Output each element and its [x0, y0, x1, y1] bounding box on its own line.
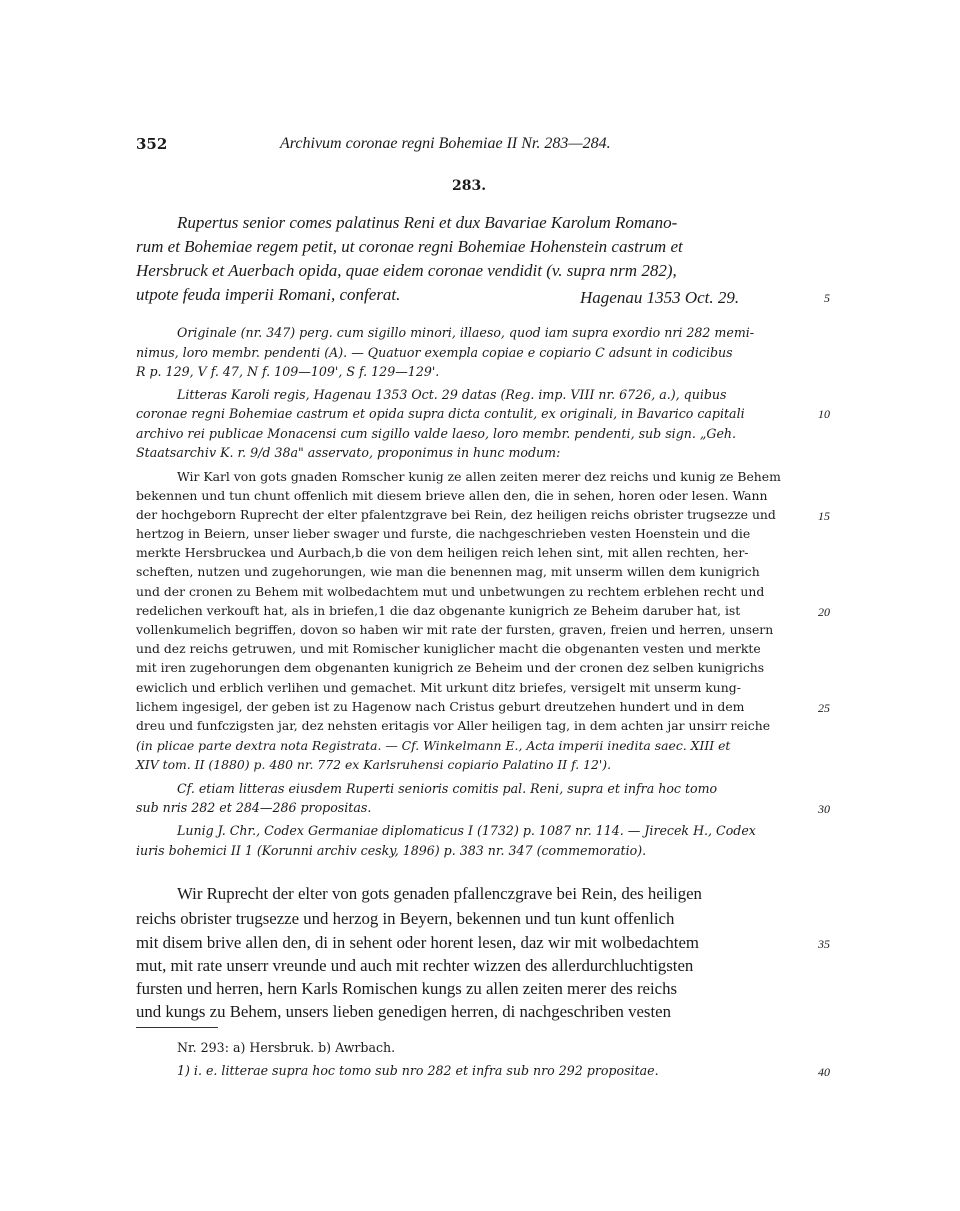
summary-line: rum et Bohemiae regem petit, ut coronae regni Bohemiae Hohenstein castrum et: [136, 237, 683, 256]
note-line: archivo rei publicae Monacensi cum sigillo valde laeso, loro membr. pendenti, sub sign. „Geh.: [136, 426, 737, 441]
reference-line: iuris bohemici II 1 (Korunni archiv cesky, 1896) p. 383 nr. 347 (commemoratio).: [136, 843, 647, 858]
document-number: 283.: [452, 178, 487, 194]
main-line: und kungs zu Behem, unsers lieben genedigen herren, di nachgeschriben vesten: [136, 1002, 671, 1021]
charter-line: merkte Hersbruckea und Aurbach,b die von dem heiligen reich lehen sint, mit allen rechten, her-: [136, 545, 749, 560]
note-line: Staatsarchiv K. r. 9/d 38a" asservato, proponimus in hunc modum:: [136, 445, 561, 460]
summary-line: Hersbruck et Auerbach opida, quae eidem coronae vendidit (v. supra nrm 282),: [136, 261, 677, 280]
reference-line: Lunig J. Chr., Codex Germaniae diplomaticus I (1732) p. 1087 nr. 114. — Jirecek H., Codex: [177, 823, 756, 838]
line-number: 40: [818, 1065, 830, 1079]
line-number: 20: [818, 605, 830, 619]
charter-line: bekennen und tun chunt offenlich mit diesem brieve allen den, die in sehen, horen oder lesen. Wann: [136, 488, 768, 503]
charter-line: redelichen verkouft hat, als in briefen,1 die daz obgenante kunigrich ze Beheim daruber hat, ist: [136, 603, 741, 618]
footnote-1: 1) i. e. litterae supra hoc tomo sub nro 282 et infra sub nro 292 propositae.: [177, 1063, 659, 1078]
charter-line: lichem ingesigel, der geben ist zu Hagenow nach Cristus geburt dreutzehen hundert und in dem: [136, 699, 745, 714]
line-number: 15: [818, 509, 830, 523]
main-line: reichs obrister trugsezze und herzog in Beyern, bekennen und tun kunt offenlich: [136, 909, 675, 928]
line-number: 25: [818, 701, 830, 715]
note-line: Originale (nr. 347) perg. cum sigillo minori, illaeso, quod iam supra exordio nri 282 memi-: [177, 325, 755, 340]
note-line: nimus, loro membr. pendenti (A). — Quatuor exempla copiae e copiario C adsunt in codicibus: [136, 345, 733, 360]
charter-line: hertzog in Beiern, unser lieber swager und furste, die nachgeschrieben vesten Hoenstein und die: [136, 526, 751, 541]
note-line: coronae regni Bohemiae castrum et opida supra dicta contulit, ex originali, in Bavarico capitali: [136, 406, 745, 421]
note-line: Litteras Karoli regis, Hagenau 1353 Oct. 29 datas (Reg. imp. VIII nr. 6726, a.), quibus: [177, 387, 727, 402]
main-line: mut, mit rate unserr vreunde und auch mit rechter wizzen des allerdurchluchtigsten: [136, 956, 694, 975]
charter-line: und der cronen zu Behem mit wolbedachtem mut und unbetwungen zu rechtem erblehen recht und: [136, 584, 765, 599]
line-number: 35: [818, 937, 830, 951]
reference-line: sub nris 282 et 284—286 propositas.: [136, 800, 372, 815]
charter-line: Wir Karl von gots gnaden Romscher kunig ze allen zeiten merer dez reichs und kunig ze Behem: [177, 469, 781, 484]
charter-line: der hochgeborn Ruprecht der elter pfalentzgrave bei Rein, dez heiligen reichs obrister trugsezze und: [136, 507, 776, 522]
charter-line: vollenkumelich begriffen, dovon so haben wir mit rate der fursten, graven, freien und herren, unsern: [136, 622, 774, 637]
line-number: 5: [824, 291, 830, 305]
footnote-divider: [136, 1027, 218, 1028]
summary-line: Rupertus senior comes palatinus Reni et dux Bavariae Karolum Romano-: [177, 213, 678, 232]
main-line: Wir Ruprecht der elter von gots genaden pfallenczgrave bei Rein, des heiligen: [177, 884, 702, 903]
reference-line: Cf. etiam litteras eiusdem Ruperti senioris comitis pal. Reni, supra et infra hoc tomo: [177, 781, 718, 796]
page-number: 352: [136, 135, 168, 153]
line-number: 10: [818, 407, 830, 421]
note-line: R p. 129, V f. 47, N f. 109—109', S f. 129—129'.: [136, 364, 440, 379]
footnote-variants: Nr. 293: a) Hersbruk. b) Awrbach.: [177, 1040, 396, 1055]
charter-line: mit iren zugehorungen dem obgenanten kunigrich ze Beheim und der cronen dez selben kunigrichs: [136, 660, 765, 675]
charter-line: und dez reichs getruwen, und mit Romischer kuniglicher macht die obgenanten vesten und merkte: [136, 641, 761, 656]
running-title: Archivum coronae regni Bohemiae II Nr. 283—284.: [280, 135, 611, 152]
place-date: Hagenau 1353 Oct. 29.: [580, 288, 740, 307]
charter-note-line: XIV tom. II (1880) p. 480 nr. 772 ex Karlsruhensi copiario Palatino II f. 12').: [136, 757, 612, 772]
summary-line: utpote feuda imperii Romani, conferat.: [136, 285, 401, 304]
line-number: 30: [818, 802, 830, 816]
charter-line: ewiclich und erblich verlihen und gemachet. Mit urkunt ditz briefes, versigelt mit unserm kung-: [136, 680, 741, 695]
main-line: fursten und herren, hern Karls Romischen kungs zu allen zeiten merer des reichs: [136, 979, 678, 998]
charter-line: dreu und funfczigsten jar, dez nehsten eritagis vor Aller heiligen tag, in dem achten jar unsirr reiche: [136, 718, 771, 733]
charter-line: scheften, nutzen und zugehorungen, wie man die benennen mag, mit unserm willen dem kunigrich: [136, 564, 760, 579]
main-line: mit disem brive allen den, di in sehent oder horent lesen, daz wir mit wolbedachtem: [136, 933, 699, 952]
charter-note-line: (in plicae parte dextra nota Registrata. — Cf. Winkelmann E., Acta imperii inedita saec. XIII et: [136, 738, 731, 753]
